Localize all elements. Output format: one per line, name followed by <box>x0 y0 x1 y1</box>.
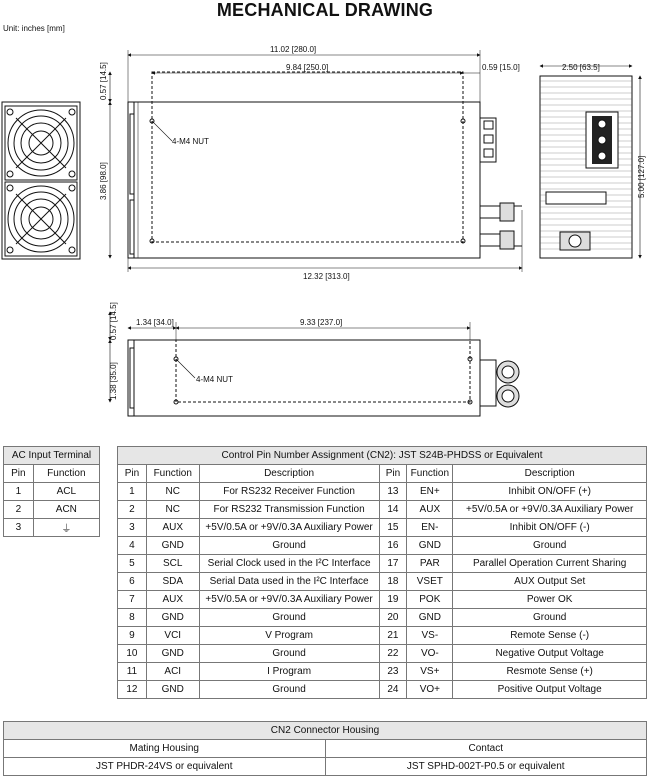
dim-right-offset: 0.59 [15.0] <box>482 63 520 72</box>
cp-pin: 6 <box>118 573 147 591</box>
cp-pin: 2 <box>118 501 147 519</box>
ground-icon: ⏚ <box>33 519 99 537</box>
end-view <box>540 63 646 258</box>
end-dim-height: 5.00 [127.0] <box>637 155 646 198</box>
table-row <box>118 609 647 627</box>
table-row <box>118 663 647 681</box>
cp-description: +5V/0.5A or +9V/0.3A Auxiliary Power <box>199 591 379 609</box>
cp-pin: 9 <box>118 627 147 645</box>
ac-pin: 2 <box>4 501 34 519</box>
cp-description: Serial Clock used in the I²C Interface <box>199 555 379 573</box>
cp-pin: 10 <box>118 645 147 663</box>
cp-pin: 13 <box>379 483 407 501</box>
table-row <box>118 501 647 519</box>
cp-pin: 14 <box>379 501 407 519</box>
cp-description: Resmote Sense (+) <box>453 663 647 681</box>
cp-function: POK <box>407 591 453 609</box>
cp-pin: 11 <box>118 663 147 681</box>
cp-description: Ground <box>453 609 647 627</box>
cp-pin: 1 <box>118 483 147 501</box>
cp-description: Ground <box>199 537 379 555</box>
cp-function: SDA <box>146 573 199 591</box>
unit-note: Unit: inches [mm] <box>3 24 65 33</box>
cp-description: Parallel Operation Current Sharing <box>453 555 647 573</box>
side-dim-top-offset: 0.57 [14.5] <box>109 302 118 340</box>
cp-function: VS+ <box>407 663 453 681</box>
cp-function: VSET <box>407 573 453 591</box>
table-row <box>4 519 100 537</box>
table-row <box>118 573 647 591</box>
cp-description: +5V/0.5A or +9V/0.3A Auxiliary Power <box>199 519 379 537</box>
cp-description: Inhibit ON/OFF (-) <box>453 519 647 537</box>
cp-pin: 16 <box>379 537 407 555</box>
side-nut-label: 4-M4 NUT <box>196 375 233 384</box>
ac-pin: 1 <box>4 483 34 501</box>
cp-description: Power OK <box>453 591 647 609</box>
table-row <box>118 555 647 573</box>
cp-description: Inhibit ON/OFF (+) <box>453 483 647 501</box>
cp-description: Negative Output Voltage <box>453 645 647 663</box>
cp-pin: 19 <box>379 591 407 609</box>
control-caption: Control Pin Number Assignment (CN2): JST S24B-PHDSS or Equivalent <box>118 447 647 465</box>
cp-function: NC <box>146 483 199 501</box>
ac-header-pin: Pin <box>4 465 34 483</box>
cp-function: VCI <box>146 627 199 645</box>
cp-function: SCL <box>146 555 199 573</box>
housing-contact-value: JST SPHD-002T-P0.5 or equivalent <box>325 758 647 776</box>
cp-pin: 18 <box>379 573 407 591</box>
dim-top-offset: 0.57 [14.5] <box>99 62 108 100</box>
housing-header-mating: Mating Housing <box>4 740 326 758</box>
table-row <box>118 519 647 537</box>
dim-total-length: 11.02 [280.0] <box>270 45 317 54</box>
table-row <box>118 483 647 501</box>
cp-function: GND <box>407 609 453 627</box>
cp-pin: 4 <box>118 537 147 555</box>
cp-header-description: Description <box>453 465 647 483</box>
cp-function: GND <box>407 537 453 555</box>
table-row <box>4 483 100 501</box>
cp-pin: 15 <box>379 519 407 537</box>
top-nut-label: 4-M4 NUT <box>172 137 209 146</box>
end-dim-width: 2.50 [63.5] <box>562 63 600 72</box>
cp-description: Positive Output Voltage <box>453 681 647 699</box>
top-view <box>128 72 522 258</box>
ac-pin: 3 <box>4 519 34 537</box>
table-row <box>118 681 647 699</box>
cp-pin: 24 <box>379 681 407 699</box>
cp-pin: 17 <box>379 555 407 573</box>
connector-housing-table <box>3 721 647 776</box>
cp-function: GND <box>146 681 199 699</box>
side-view <box>109 302 519 416</box>
cp-header-function: Function <box>407 465 453 483</box>
cp-function: AUX <box>146 519 199 537</box>
cp-function: PAR <box>407 555 453 573</box>
cp-description: Ground <box>199 681 379 699</box>
cp-header-function: Function <box>146 465 199 483</box>
cp-description: AUX Output Set <box>453 573 647 591</box>
table-row <box>118 627 647 645</box>
cp-function: GND <box>146 645 199 663</box>
cp-description: For RS232 Transmission Function <box>199 501 379 519</box>
cp-description: V Program <box>199 627 379 645</box>
cp-function: GND <box>146 609 199 627</box>
ac-header-function: Function <box>33 465 99 483</box>
cp-pin: 12 <box>118 681 147 699</box>
cp-description: Ground <box>453 537 647 555</box>
cp-pin: 20 <box>379 609 407 627</box>
side-dim-left-offset: 1.34 [34.0] <box>136 318 174 327</box>
table-row <box>4 758 647 776</box>
housing-caption: CN2 Connector Housing <box>4 722 647 740</box>
cp-header-pin: Pin <box>118 465 147 483</box>
cp-pin: 8 <box>118 609 147 627</box>
cp-description: Remote Sense (-) <box>453 627 647 645</box>
cp-pin: 5 <box>118 555 147 573</box>
cp-description: Serial Data used in the I²C Interface <box>199 573 379 591</box>
cp-pin: 22 <box>379 645 407 663</box>
cp-description: For RS232 Receiver Function <box>199 483 379 501</box>
cp-function: AUX <box>146 591 199 609</box>
cp-pin: 3 <box>118 519 147 537</box>
housing-header-contact: Contact <box>325 740 647 758</box>
ac-function: ACL <box>33 483 99 501</box>
side-dim-height: 1.38 [35.0] <box>109 362 118 400</box>
cp-function: VS- <box>407 627 453 645</box>
cp-function: VO- <box>407 645 453 663</box>
side-dim-mount-length: 9.33 [237.0] <box>300 318 343 327</box>
cp-description: Ground <box>199 645 379 663</box>
table-row <box>118 645 647 663</box>
ac-input-table <box>3 446 100 537</box>
cp-header-pin: Pin <box>379 465 407 483</box>
cp-pin: 7 <box>118 591 147 609</box>
cp-pin: 23 <box>379 663 407 681</box>
cp-function: NC <box>146 501 199 519</box>
cp-function: AUX <box>407 501 453 519</box>
dim-overall-length: 12.32 [313.0] <box>303 272 350 281</box>
table-row <box>118 537 647 555</box>
cp-description: I Program <box>199 663 379 681</box>
cp-function: GND <box>146 537 199 555</box>
fan-view <box>2 102 80 259</box>
page-title: MECHANICAL DRAWING <box>216 0 434 20</box>
cp-description: +5V/0.5A or +9V/0.3A Auxiliary Power <box>453 501 647 519</box>
cp-header-description: Description <box>199 465 379 483</box>
housing-mating-value: JST PHDR-24VS or equivalent <box>4 758 326 776</box>
dim-mount-length: 9.84 [250.0] <box>286 63 329 72</box>
table-row <box>118 591 647 609</box>
cp-function: VO+ <box>407 681 453 699</box>
ac-caption: AC Input Terminal <box>4 447 100 465</box>
cp-description: Ground <box>199 609 379 627</box>
cp-function: EN+ <box>407 483 453 501</box>
cp-pin: 21 <box>379 627 407 645</box>
cp-function: ACI <box>146 663 199 681</box>
dim-height: 3.86 [98.0] <box>99 162 108 200</box>
ac-function: ACN <box>33 501 99 519</box>
table-row <box>4 501 100 519</box>
control-pin-table <box>117 446 647 699</box>
cp-function: EN- <box>407 519 453 537</box>
